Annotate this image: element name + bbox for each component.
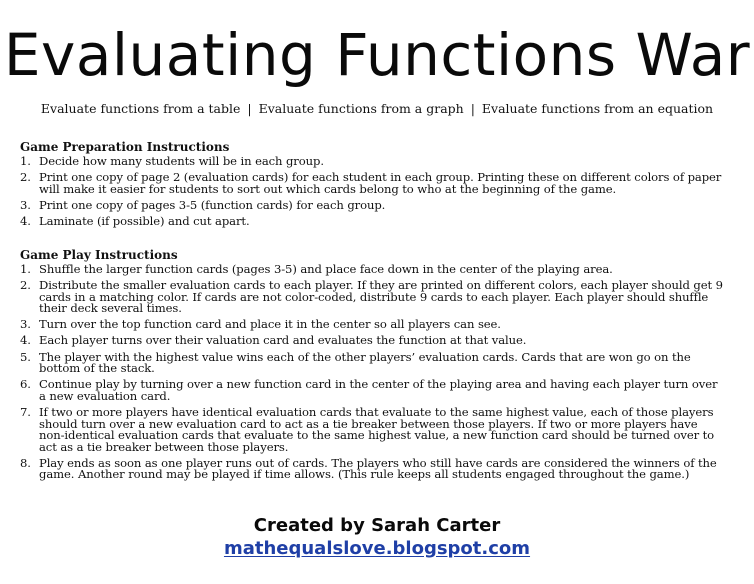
item-text: The player with the highest value wins each of the other players’ evaluation cards. Cards that are won go on the bottom of the stack. xyxy=(39,349,691,376)
list-item xyxy=(20,264,725,276)
list-item xyxy=(20,455,725,482)
page-title: Evaluating Functions War xyxy=(3,21,751,89)
author-credit: Created by Sarah Carter xyxy=(253,515,501,536)
item-number: 4. xyxy=(20,333,31,348)
list-item xyxy=(20,172,725,195)
item-text: Decide how many students will be in each group. xyxy=(39,154,324,168)
subtitle-separator: | xyxy=(470,101,475,116)
preparation-heading: Game Preparation Instructions xyxy=(20,140,230,154)
item-number: 3. xyxy=(20,317,31,332)
list-item xyxy=(20,335,725,347)
preparation-section xyxy=(20,140,725,232)
play-list xyxy=(20,264,725,481)
blog-link-container xyxy=(0,538,754,560)
play-section xyxy=(20,248,725,486)
item-text: Each player turns over their valuation card and evaluates the function at that value. xyxy=(39,333,527,348)
item-text: Play ends as soon as one player runs out of cards. The players who still have cards are considered the winners of the game. Another round may be played if time allows. (This rule keeps all students engaged throughout the game.) xyxy=(39,455,717,482)
subtitle-table: Evaluate functions from a table xyxy=(40,101,241,116)
play-heading: Game Play Instructions xyxy=(20,248,178,262)
item-text: Print one copy of page 2 (evaluation cards) for each student in each group. Printing these on different colors of paper will make it easier for students to sort out which cards belong to who at the beginning of the game. xyxy=(39,170,722,196)
subtitle-graph: Evaluate functions from a graph xyxy=(258,101,464,116)
item-number: 3. xyxy=(20,197,31,212)
item-text: Print one copy of pages 3-5 (function cards) for each group. xyxy=(39,197,386,212)
preparation-list xyxy=(20,156,725,227)
item-text: Continue play by turning over a new function card in the center of the playing area and having each player turn over a new evaluation card. xyxy=(39,377,718,403)
subtitle-equation: Evaluate functions from an equation xyxy=(481,101,714,116)
blog-link[interactable]: mathequalslove.blogspot.com xyxy=(223,538,531,559)
list-item xyxy=(20,280,725,315)
list-item xyxy=(20,319,725,331)
item-number: 5. xyxy=(20,349,31,364)
item-number: 2. xyxy=(20,170,31,185)
item-text: Shuffle the larger function cards (pages 3-5) and place face down in the center of the playing area. xyxy=(39,262,613,276)
list-item xyxy=(20,379,725,402)
subtitle xyxy=(0,101,754,117)
item-number: 8. xyxy=(20,455,31,470)
item-text: Laminate (if possible) and cut apart. xyxy=(39,213,250,228)
item-number: 7. xyxy=(20,404,31,419)
item-number: 1. xyxy=(20,262,31,276)
item-number: 2. xyxy=(20,278,31,293)
list-item xyxy=(20,213,725,228)
item-number: 4. xyxy=(20,213,31,228)
list-item xyxy=(20,197,725,212)
item-text: Distribute the smaller evaluation cards to each player. If they are printed on different colors, each player should get 9 cards in a matching color. If cards are not color-coded, distribute 9 cards to each player. Each player should shuffle their deck several times. xyxy=(39,278,723,316)
item-text: Turn over the top function card and place it in the center so all players can see. xyxy=(39,317,501,332)
item-text: If two or more players have identical evaluation cards that evaluate to the same highest value, each of those players should turn over a new evaluation card to act as a tie breaker between those players. If two or more players have non-identical evaluation cards that evaluate to the same highest value, a new function card should be turned over to act as a tie breaker between those players. xyxy=(39,404,715,454)
list-item xyxy=(20,349,725,376)
item-number: 6. xyxy=(20,377,31,392)
list-item xyxy=(20,156,725,168)
list-item xyxy=(20,404,725,454)
subtitle-separator: | xyxy=(247,101,252,116)
item-number: 1. xyxy=(20,154,31,168)
